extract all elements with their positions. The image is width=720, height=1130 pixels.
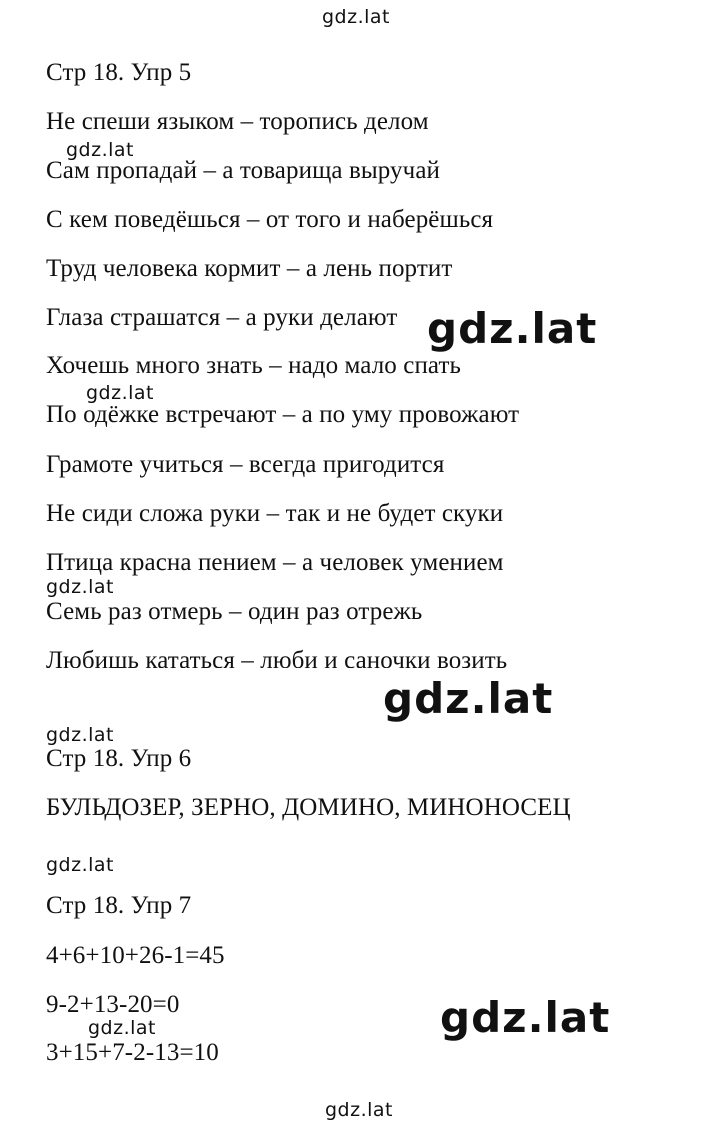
proverb-line-cut: Любишь кататься – люби и саночки возить [46,647,508,668]
proverb-line: Сам пропадай – а товарища выручай [46,157,440,184]
word-list: БУЛЬДОЗЕР, ЗЕРНО, ДОМИНО, МИНОНОСЕЦ [46,794,571,821]
section-heading-5: Стр 18. Упр 5 [46,59,192,86]
watermark-large: gdz.lat [383,674,554,723]
watermark: gdz.lat [86,382,155,404]
equation-line: 3+15+7-2-13=10 [46,1039,219,1066]
proverb-line: Глаза страшатся – а руки делают [46,304,398,331]
proverb-line: Грамоте учиться – всегда пригодится [46,451,445,478]
watermark: gdz.lat [46,724,115,746]
equation-line: 4+6+10+26-1=45 [46,942,225,969]
watermark: gdz.lat [46,576,115,598]
section-heading-6: Стр 18. Упр 6 [46,745,192,772]
proverb-line: Труд человека кормит – а лень портит [46,255,453,282]
proverb-line: По одёжке встречают – а по уму провожают [46,401,520,428]
watermark-large: gdz.lat [427,304,598,353]
section-heading-7: Стр 18. Упр 7 [46,892,192,919]
proverb-line: С кем поведёшься – от того и наберёшься [46,206,494,233]
proverb-line: Не сиди сложа руки – так и не будет скуки [46,500,504,527]
proverb-line: Хочешь много знать – надо мало спать [46,352,462,379]
proverb-line: Семь раз отмерь – один раз отрежь [46,598,423,625]
watermark: gdz.lat [66,139,135,161]
watermark-large: gdz.lat [440,993,611,1042]
proverb-line: Не спеши языком – торопись делом [46,108,429,135]
watermark: gdz.lat [46,854,115,876]
proverb-line: Птица красна пением – а человек умением [46,549,504,576]
equation-line: 9-2+13-20=0 [46,991,180,1018]
watermark-top: gdz.lat [322,6,391,28]
watermark: gdz.lat [88,1017,157,1039]
watermark-bottom: gdz.lat [325,1099,394,1121]
